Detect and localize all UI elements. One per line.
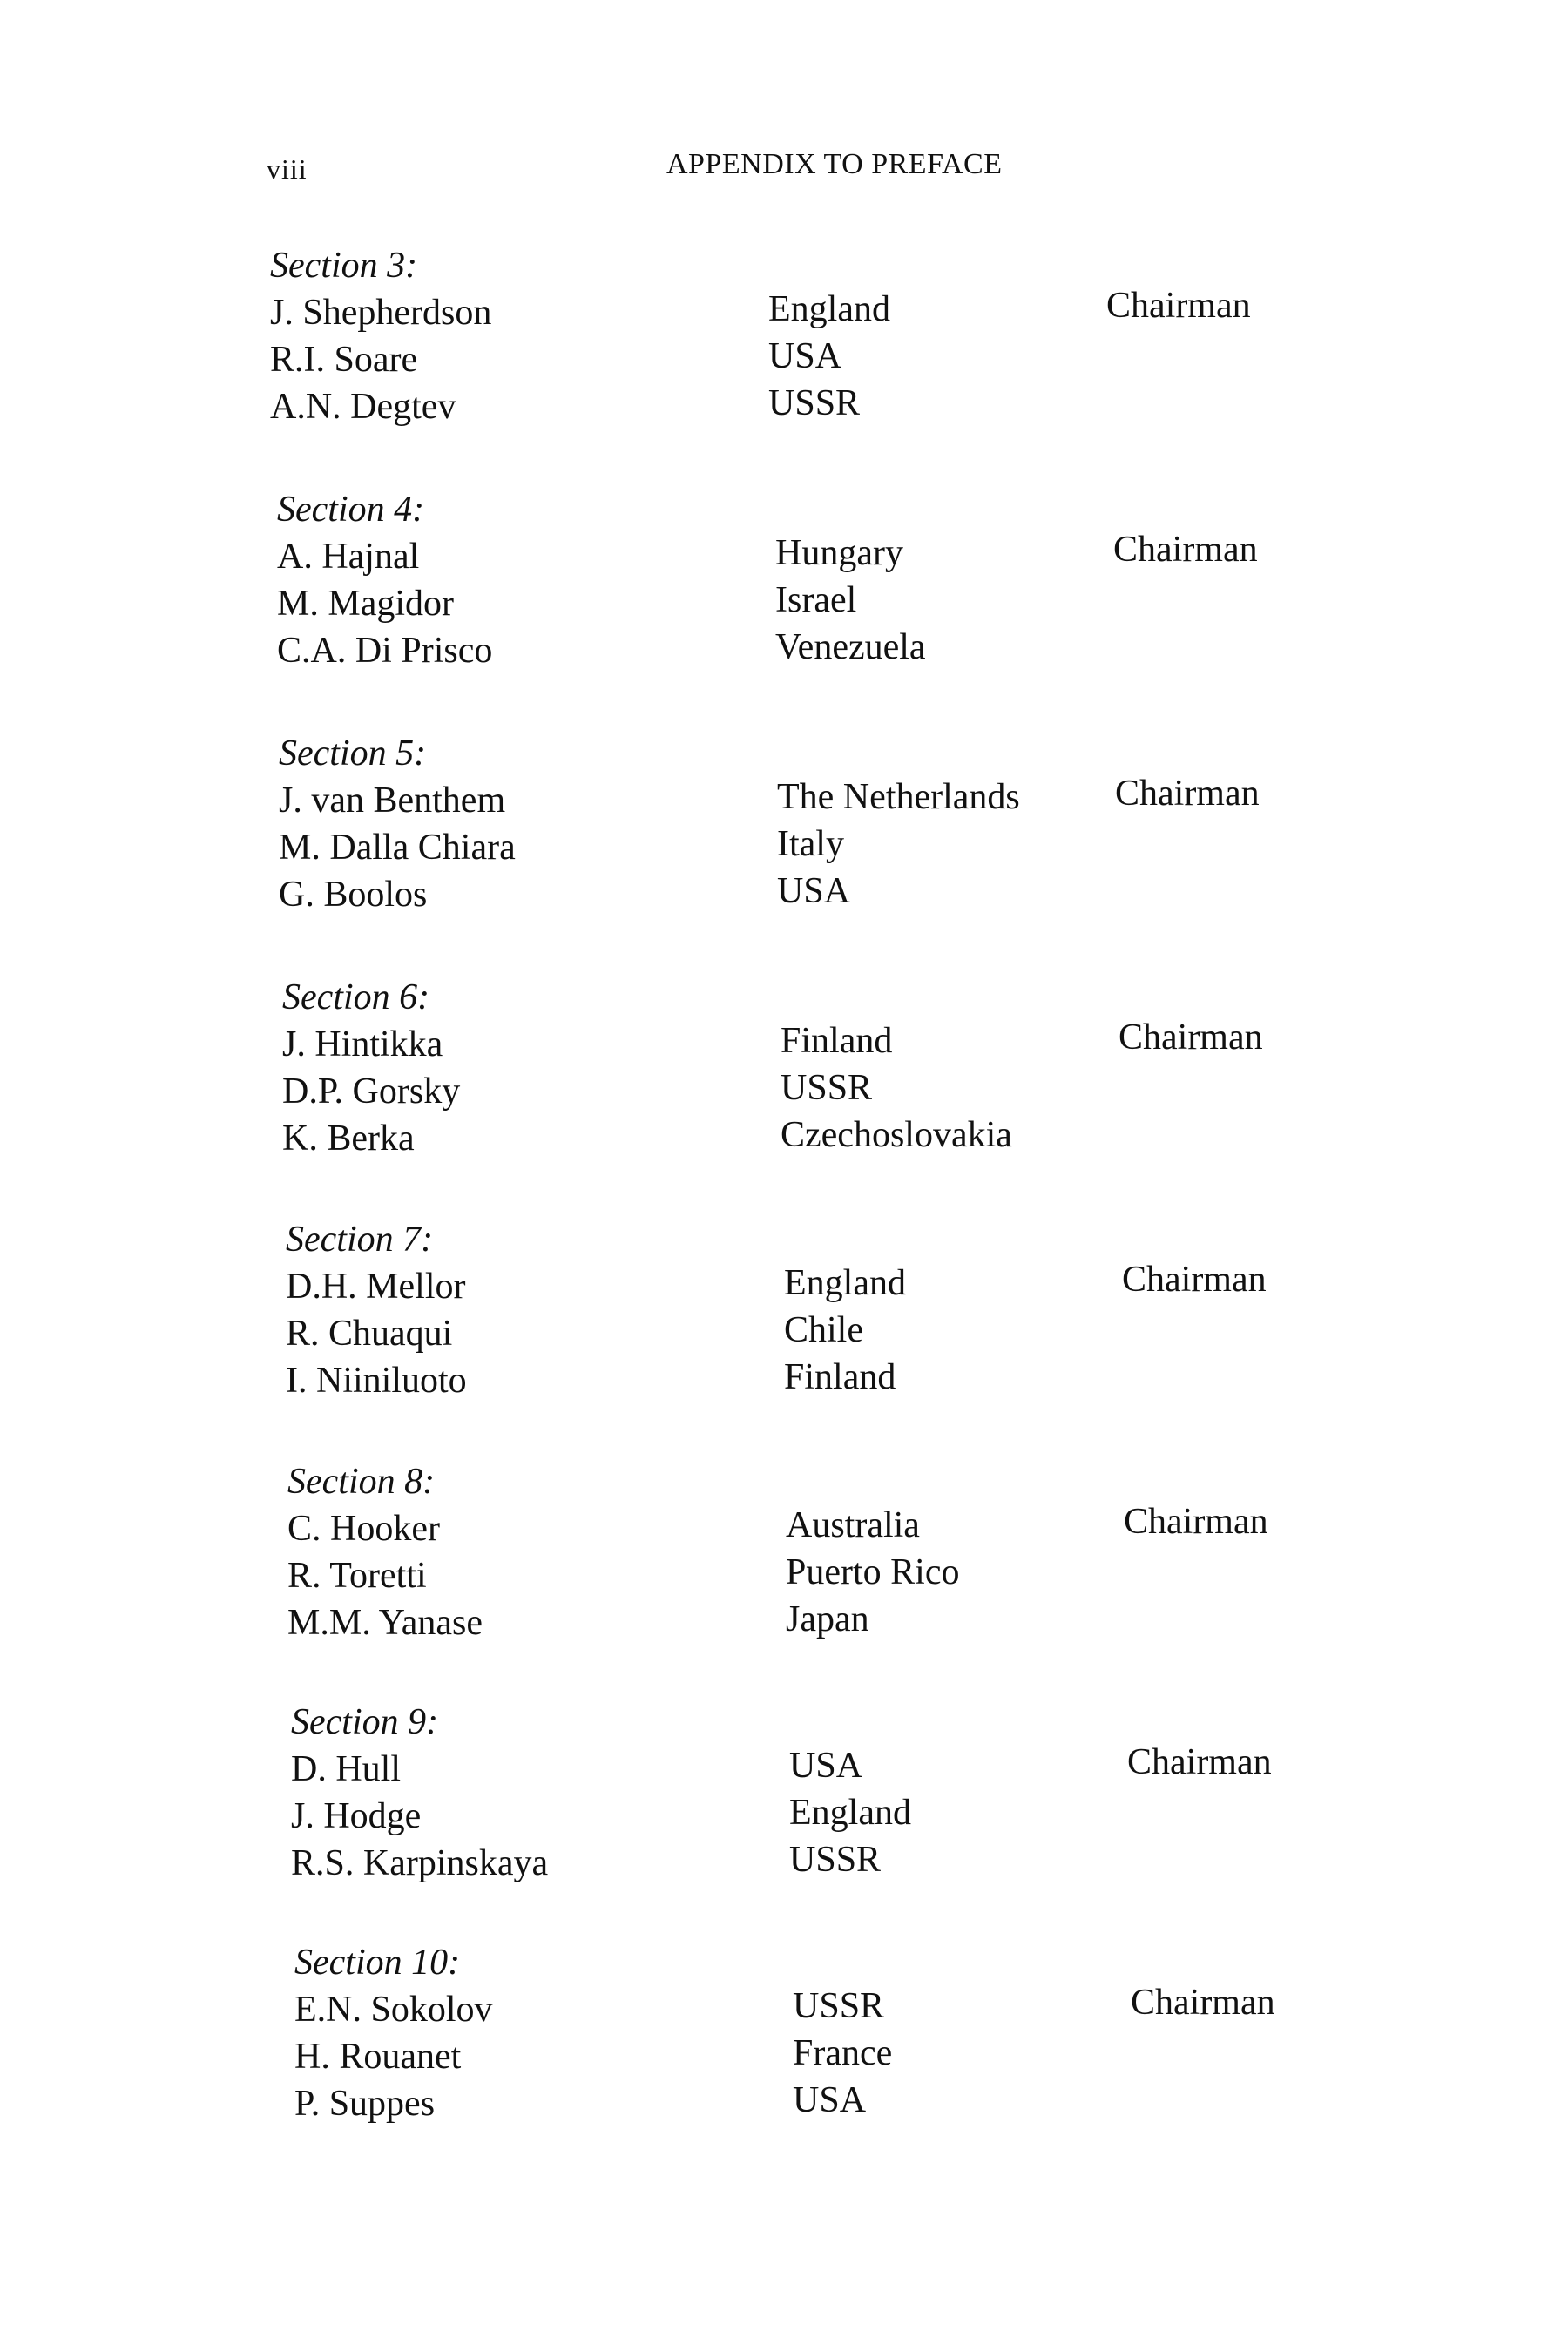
member-country: The Netherlands: [777, 777, 1020, 817]
member-name: G. Boolos: [279, 875, 428, 915]
member-row: [291, 1840, 1336, 1887]
section-title: Section 9:: [291, 1702, 439, 1742]
section-7: [286, 1216, 1331, 1404]
member-row: [270, 383, 1315, 430]
member-country: England: [784, 1263, 906, 1303]
section-8: [287, 1458, 1333, 1646]
member-row: [287, 1599, 1333, 1646]
member-row: [294, 2080, 1340, 2127]
member-role: Chairman: [1106, 286, 1251, 326]
section-title: Section 8:: [287, 1462, 436, 1502]
member-row: [294, 2033, 1340, 2080]
section-title: Section 4:: [277, 490, 425, 530]
member-country: Puerto Rico: [786, 1552, 960, 1592]
member-role: Chairman: [1127, 1742, 1272, 1782]
member-row: [270, 286, 1315, 336]
member-country: Israel: [775, 580, 857, 620]
member-country: England: [768, 289, 890, 329]
member-row: [282, 1115, 1328, 1162]
member-name: A.N. Degtev: [270, 387, 456, 427]
member-name: D.H. Mellor: [286, 1267, 466, 1307]
member-role: Chairman: [1119, 1017, 1263, 1058]
member-name: C. Hooker: [287, 1509, 440, 1549]
member-role: Chairman: [1113, 530, 1258, 570]
member-name: E.N. Sokolov: [294, 1990, 493, 2030]
member-name: D. Hull: [291, 1749, 401, 1789]
member-name: D.P. Gorsky: [282, 1071, 461, 1112]
section-title: Section 10:: [294, 1943, 461, 1983]
member-row: [282, 1017, 1328, 1068]
member-row: [291, 1793, 1336, 1840]
member-role: Chairman: [1115, 774, 1260, 814]
member-row: [277, 580, 1322, 627]
section-5: [279, 730, 1324, 918]
member-country: USA: [793, 2080, 867, 2120]
member-name: P. Suppes: [294, 2084, 436, 2124]
member-name: R.S. Karpinskaya: [291, 1843, 549, 1883]
member-name: J. Hintikka: [282, 1024, 443, 1064]
section-title: Section 7:: [286, 1220, 434, 1260]
member-country: France: [793, 2033, 893, 2073]
member-country: USA: [777, 871, 851, 911]
member-row: [279, 774, 1324, 824]
member-country: Chile: [784, 1310, 863, 1350]
member-name: M. Magidor: [277, 584, 454, 624]
member-name: C.A. Di Prisco: [277, 631, 493, 671]
member-name: R. Toretti: [287, 1556, 427, 1596]
member-name: I. Niiniluoto: [286, 1361, 467, 1401]
member-row: [286, 1260, 1331, 1310]
section-9: [291, 1699, 1336, 1887]
member-row: [279, 824, 1324, 871]
member-name: H. Rouanet: [294, 2037, 462, 2077]
section-title: Section 3:: [270, 246, 418, 286]
member-country: Finland: [784, 1357, 896, 1397]
member-row: [277, 627, 1322, 674]
member-country: Hungary: [775, 533, 903, 573]
member-row: [277, 530, 1322, 580]
member-country: USSR: [768, 383, 861, 423]
member-row: [287, 1502, 1333, 1552]
member-country: Czechoslovakia: [781, 1115, 1012, 1155]
running-head: APPENDIX TO PREFACE: [666, 148, 1003, 180]
member-country: USSR: [789, 1840, 882, 1880]
member-name: A. Hajnal: [277, 537, 420, 577]
member-role: Chairman: [1131, 1983, 1275, 2023]
member-country: Venezuela: [775, 627, 926, 667]
member-country: England: [789, 1793, 911, 1833]
member-country: Italy: [777, 824, 844, 864]
member-row: [282, 1068, 1328, 1115]
section-title: Section 5:: [279, 733, 427, 774]
member-row: [291, 1742, 1336, 1793]
member-name: R.I. Soare: [270, 340, 418, 380]
section-3: [270, 242, 1315, 430]
member-name: K. Berka: [282, 1119, 415, 1159]
section-6: [282, 974, 1328, 1162]
member-role: Chairman: [1124, 1502, 1268, 1542]
member-country: Japan: [786, 1599, 869, 1639]
member-country: USA: [789, 1746, 863, 1786]
member-name: R. Chuaqui: [286, 1314, 453, 1354]
member-country: USA: [768, 336, 842, 376]
member-row: [270, 336, 1315, 383]
member-name: J. van Benthem: [279, 781, 506, 821]
member-country: USSR: [781, 1068, 873, 1108]
member-row: [287, 1552, 1333, 1599]
member-name: J. Hodge: [291, 1796, 422, 1836]
member-row: [279, 871, 1324, 918]
page-number: viii: [267, 153, 308, 185]
member-country: USSR: [793, 1986, 885, 2026]
section-10: [294, 1939, 1340, 2127]
section-4: [277, 486, 1322, 674]
member-row: [294, 1983, 1340, 2033]
member-country: Finland: [781, 1021, 893, 1061]
member-name: J. Shepherdson: [270, 293, 492, 333]
member-name: M.M. Yanase: [287, 1603, 483, 1643]
member-role: Chairman: [1122, 1260, 1267, 1300]
member-row: [286, 1310, 1331, 1357]
section-title: Section 6:: [282, 977, 430, 1017]
member-row: [286, 1357, 1331, 1404]
member-country: Australia: [786, 1505, 920, 1545]
member-name: M. Dalla Chiara: [279, 828, 516, 868]
